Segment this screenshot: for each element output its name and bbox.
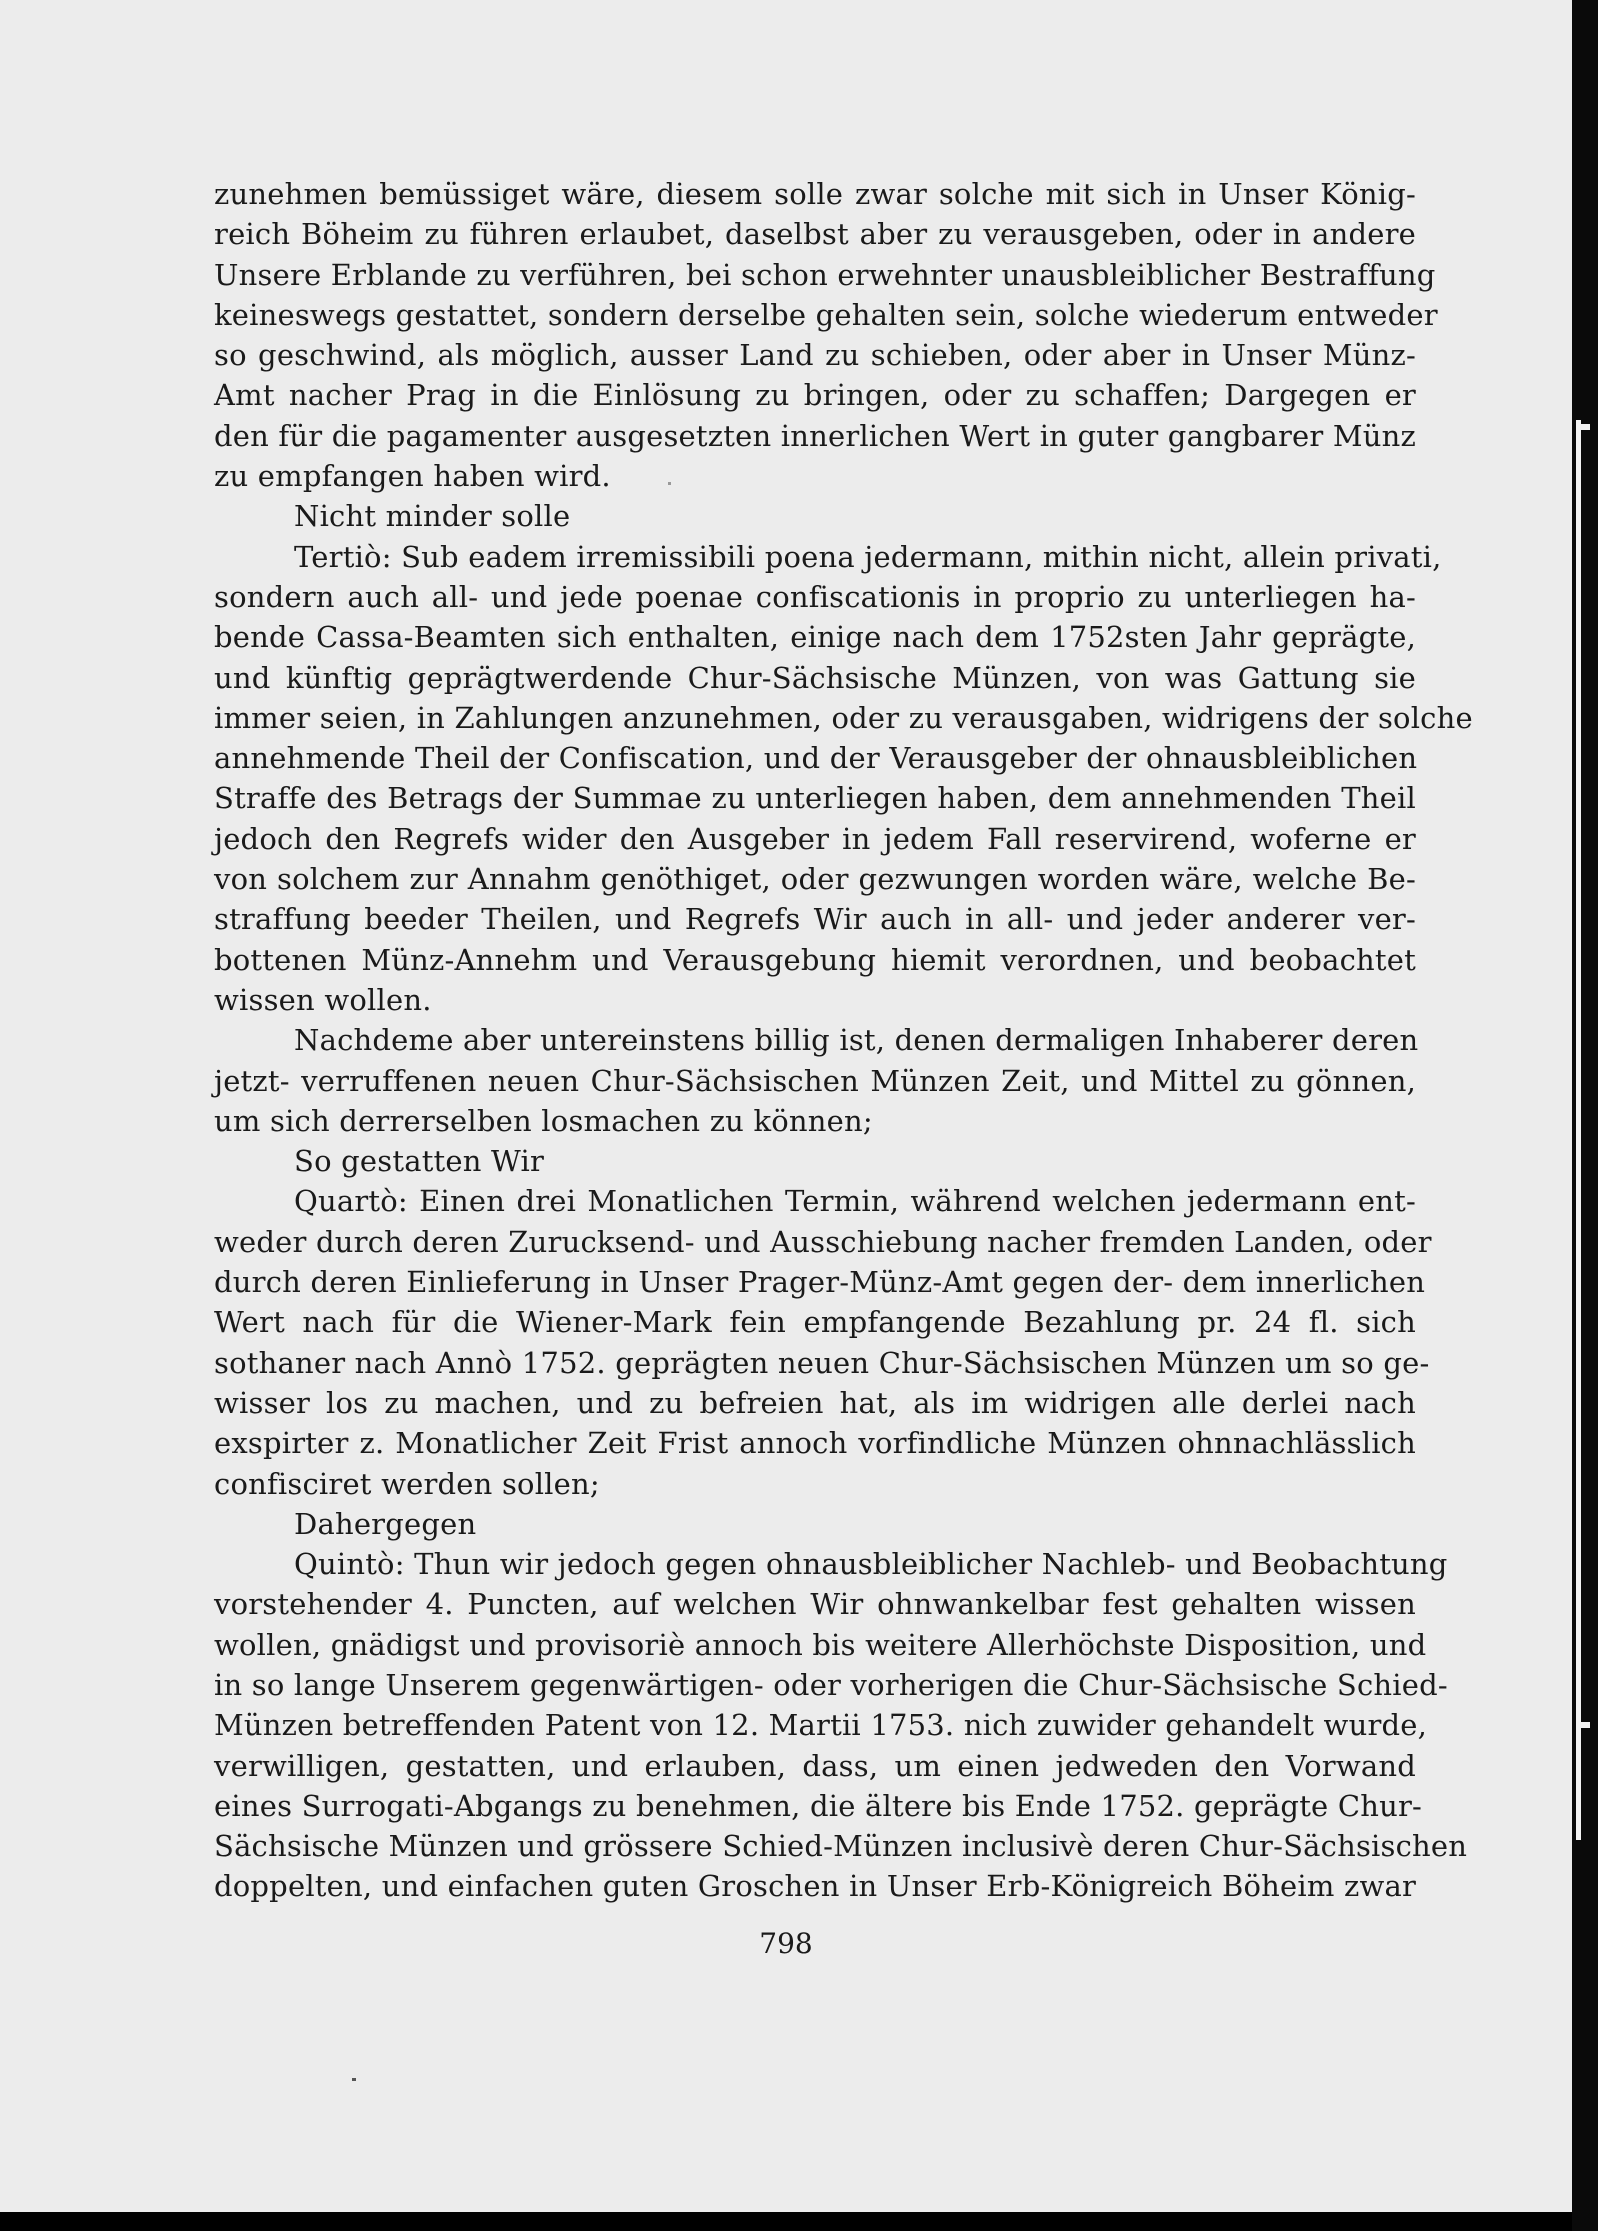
text-line: Sächsische Münzen und grössere Schied-Münzen inclusivè deren Chur-Sächsischen (214, 1829, 1468, 1864)
text-line: reich Böheim zu führen erlaubet, daselbst aber zu verausgeben, oder in andere (214, 217, 1416, 252)
text-line: weder durch deren Zurucksend- und Ausschiebung nacher fremden Landen, oder (214, 1224, 1432, 1259)
text-line: sondern auch all- und jede poenae confiscationis in proprio zu unterliegen ha- (214, 579, 1416, 614)
text-line: wollen, gnädigst und provisoriè annoch bis weitere Allerhöchste Disposition, und (214, 1627, 1427, 1662)
text-line: doppelten, und einfachen guten Groschen in Unser Erb-Königreich Böheim zwar (214, 1869, 1417, 1904)
scan-speck (668, 482, 671, 485)
text-line: Münzen betreffenden Patent von 12. Martii 1753. nich zuwider gehandelt wurde, (214, 1708, 1428, 1743)
text-line: Wert nach für die Wiener-Mark fein empfangende Bezahlung pr. 24 fl. sich (214, 1305, 1416, 1340)
text-line: von solchem zur Annahm genöthiget, oder gezwungen worden wäre, welche Be- (214, 862, 1416, 897)
text-line: zu empfangen haben wird. (214, 459, 611, 494)
text-line: verwilligen, gestatten, und erlauben, dass, um einen jedweden den Vorwand (214, 1748, 1416, 1783)
text-line: wissen wollen. (214, 982, 432, 1017)
text-line: und künftig geprägtwerdende Chur-Sächsische Münzen, von was Gattung sie (214, 660, 1416, 695)
text-line: Nachdeme aber untereinstens billig ist, denen dermaligen Inhaberer deren (294, 1023, 1419, 1058)
text-line: exspirter z. Monatlicher Zeit Frist annoch vorfindliche Münzen ohnnachlässlich (214, 1426, 1416, 1461)
text-line: Quintò: Thun wir jedoch gegen ohnausbleiblicher Nachleb- und Beobachtung (294, 1547, 1448, 1582)
scan-edge-mark (1576, 424, 1590, 430)
text-line: wisser los zu machen, und zu befreien hat, als im widrigen alle derlei nach (214, 1385, 1416, 1420)
text-line: sothaner nach Annò 1752. geprägten neuen Chur-Sächsischen Münzen um so ge- (214, 1345, 1430, 1380)
text-line: Unsere Erblande zu verführen, bei schon erwehnter unausbleiblicher Bestraffung (214, 257, 1436, 292)
text-line: eines Surrogati-Abgangs zu benehmen, die ältere bis Ende 1752. geprägte Chur- (214, 1788, 1423, 1823)
text-line: Dahergegen (294, 1506, 477, 1541)
text-line: straffung beeder Theilen, und Regrefs Wir auch in all- und jeder anderer ver- (214, 902, 1416, 937)
text-line: Nicht minder solle (294, 499, 571, 534)
text-line: keineswegs gestattet, sondern derselbe gehalten sein, solche wiederum entweder (214, 297, 1438, 332)
text-line: Quartò: Einen drei Monatlichen Termin, während welchen jedermann ent- (294, 1184, 1416, 1219)
text-line: zunehmen bemüssiget wäre, diesem solle zwar solche mit sich in Unser König- (214, 177, 1416, 211)
text-line: bende Cassa-Beamten sich enthalten, einige nach dem 1752sten Jahr geprägte, (214, 620, 1416, 655)
text-line: den für die pagamenter ausgesetzten innerlichen Wert in guter gangbarer Münz (214, 418, 1416, 453)
text-line: So gestatten Wir (294, 1144, 545, 1179)
text-line: in so lange Unserem gegenwärtigen- oder vorherigen die Chur-Sächsische Schied- (214, 1667, 1448, 1702)
text-line: Tertiò: Sub eadem irremissibili poena jedermann, mithin nicht, allein privati, (294, 539, 1442, 574)
text-line: annehmende Theil der Confiscation, und der Verausgeber der ohnausbleiblichen (214, 741, 1418, 776)
body-text (214, 174, 1473, 1907)
text-line: durch deren Einlieferung in Unser Prager-Münz-Amt gegen der- dem innerlichen (214, 1265, 1426, 1300)
text-line: jetzt- verruffenen neuen Chur-Sächsischen Münzen Zeit, und Mittel zu gönnen, (214, 1063, 1416, 1098)
scan-edge-highlight (1576, 420, 1581, 1840)
text-line: Straffe des Betrags der Summae zu unterliegen haben, dem annehmenden Theil (214, 781, 1416, 816)
text-line: jedoch den Regrefs wider den Ausgeber in jedem Fall reservirend, woferne er (214, 821, 1416, 856)
text-line: um sich derrerselben losmachen zu können; (214, 1103, 873, 1138)
text-line: bottenen Münz-Annehm und Verausgebung hiemit verordnen, und beobachtet (214, 942, 1416, 977)
page-number: 798 (759, 1927, 813, 1960)
scan-speck (352, 2078, 356, 2081)
text-line: so geschwind, als möglich, ausser Land zu schieben, oder aber in Unser Münz- (214, 338, 1416, 373)
scan-edge-mark (1576, 1722, 1590, 1728)
text-line: confisciret werden sollen; (214, 1466, 600, 1501)
text-line: vorstehender 4. Puncten, auf welchen Wir ohnwankelbar fest gehalten wissen (214, 1587, 1416, 1622)
text-line: immer seien, in Zahlungen anzunehmen, oder zu verausgaben, widrigens der solche (214, 700, 1473, 735)
text-line: Amt nacher Prag in die Einlösung zu bringen, oder zu schaffen; Dargegen er (214, 378, 1416, 413)
